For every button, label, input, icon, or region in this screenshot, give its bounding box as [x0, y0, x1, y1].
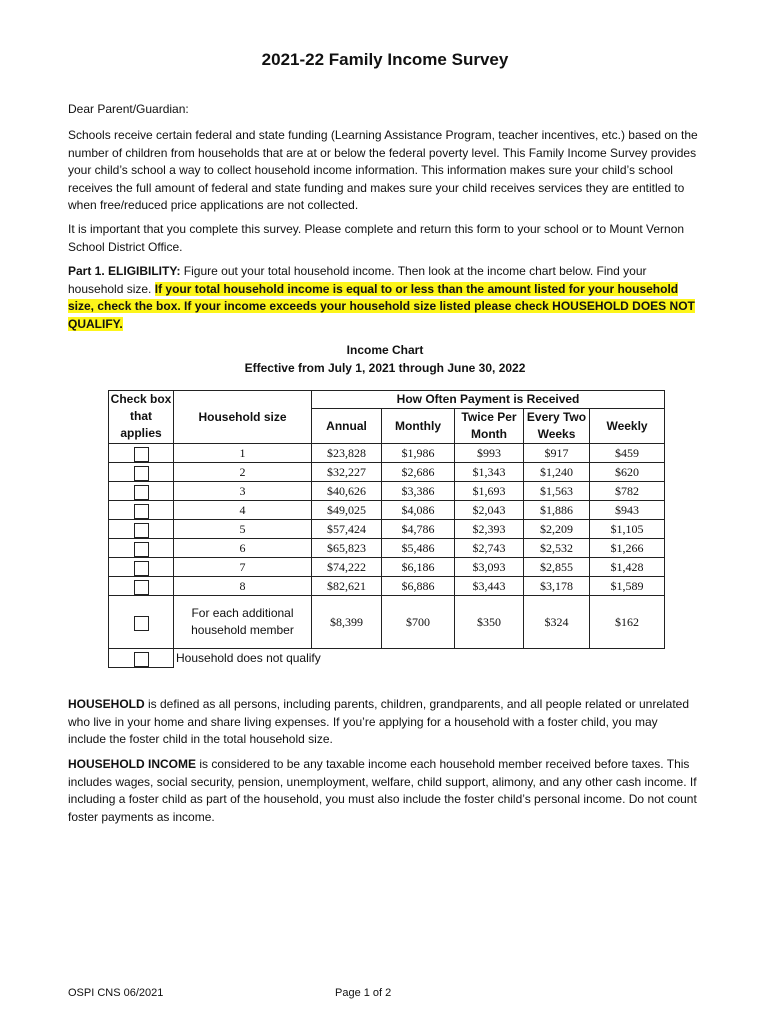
- salutation: Dear Parent/Guardian:: [68, 102, 189, 116]
- income-rows: [109, 444, 665, 668]
- page-number: Page 1 of 2: [335, 987, 392, 999]
- form-code: OSPI CNS 06/2021: [68, 987, 164, 999]
- checkbox-additional[interactable]: [134, 616, 149, 631]
- checkbox-size-2[interactable]: [134, 466, 149, 481]
- not-qualify-label: Household does not qualify: [174, 649, 665, 668]
- table-row-additional: For each additional household member $8,399 $700 $350 $324 $162: [109, 596, 665, 649]
- page-title: 2021-22 Family Income Survey: [261, 50, 509, 69]
- monthly-header: Monthly: [382, 409, 455, 444]
- checkbox-size-5[interactable]: [134, 523, 149, 538]
- part1-highlight: If your total household income is equal to or less than the amount listed for your household size, check the box. If your income exceeds your household size listed please check HOUSEHOLD DOES NOT QUALIFY.: [68, 281, 695, 331]
- table-row: 1 $23,828 $1,986 $993 $917 $459: [109, 444, 665, 463]
- important-paragraph: It is important that you complete this survey. Please complete and return this form to your school or to Mount Vernon School District Office.: [68, 222, 685, 254]
- weekly-header: Weekly: [590, 409, 665, 444]
- table-row: 4 $49,025 $4,086 $2,043 $1,886 $943: [109, 501, 665, 520]
- chart-title: Income Chart: [346, 343, 424, 357]
- additional-member-label: For each additional household member: [174, 596, 312, 649]
- checkbox-size-8[interactable]: [134, 580, 149, 595]
- household-term: HOUSEHOLD: [68, 697, 145, 711]
- chart-subtitle: Effective from July 1, 2021 through June 30, 2022: [244, 361, 526, 375]
- twice-per-month-header: Twice Per Month: [455, 409, 524, 444]
- checkbox-size-3[interactable]: [134, 485, 149, 500]
- table-row: 7 $74,222 $6,186 $3,093 $2,855 $1,428: [109, 558, 665, 577]
- checkbox-size-1[interactable]: [134, 447, 149, 462]
- checkbox-size-6[interactable]: [134, 542, 149, 557]
- household-income-definition: [68, 756, 698, 826]
- every-two-weeks-header: Every Two Weeks: [524, 409, 590, 444]
- table-row: 5 $57,424 $4,786 $2,393 $2,209 $1,105: [109, 520, 665, 539]
- part1-text: Figure out your total household income. Then look at the income chart below. Find your household size.: [68, 264, 647, 296]
- part1-label: Part 1. ELIGIBILITY:: [68, 264, 181, 278]
- household-income-term: HOUSEHOLD INCOME: [68, 757, 197, 771]
- household-income-text: is considered to be any taxable income each household member received before taxes. This includes wages, social security, pension, unemployment, welfare, child support, alimony, and any other cash income. If including a foster child as part of the household, you must also include the foster child’s personal income. Do not count foster payments as income.: [68, 757, 697, 824]
- table-row: 8 $82,621 $6,886 $3,443 $3,178 $1,589: [109, 577, 665, 596]
- income-chart-table: [108, 390, 665, 668]
- table-row: 3 $40,626 $3,386 $1,693 $1,563 $782: [109, 482, 665, 501]
- household-definition: [68, 696, 698, 749]
- checkbox-size-7[interactable]: [134, 561, 149, 576]
- annual-header: Annual: [312, 409, 382, 444]
- table-row: 6 $65,823 $5,486 $2,743 $2,532 $1,266: [109, 539, 665, 558]
- household-text: is defined as all persons, including parents, children, grandparents, and all people related or unrelated who live in your home and share living expenses. If you’re applying for a household with a foster child, you may include the foster child in the total household size.: [68, 697, 690, 746]
- check-header: Check box that applies: [109, 391, 174, 444]
- household-size-header: Household size: [174, 391, 312, 444]
- payment-frequency-header: How Often Payment is Received: [312, 391, 665, 409]
- part1-paragraph: [68, 263, 698, 333]
- checkbox-not-qualify[interactable]: [134, 652, 149, 667]
- checkbox-size-4[interactable]: [134, 504, 149, 519]
- table-row-not-qualify: [109, 649, 665, 668]
- table-row: 2 $32,227 $2,686 $1,343 $1,240 $620: [109, 463, 665, 482]
- intro-paragraph: Schools receive certain federal and state funding (Learning Assistance Program, teacher incentives, etc.) based on the number of children from households that are at or below the federal poverty level. This Family Income Survey provides your child’s school a way to collect household income information. This information makes sure your child’s school receives the full amount of federal and state funding and makes sure your child receives services they are entitled to when free/reduced price applications are not collected.: [68, 128, 698, 212]
